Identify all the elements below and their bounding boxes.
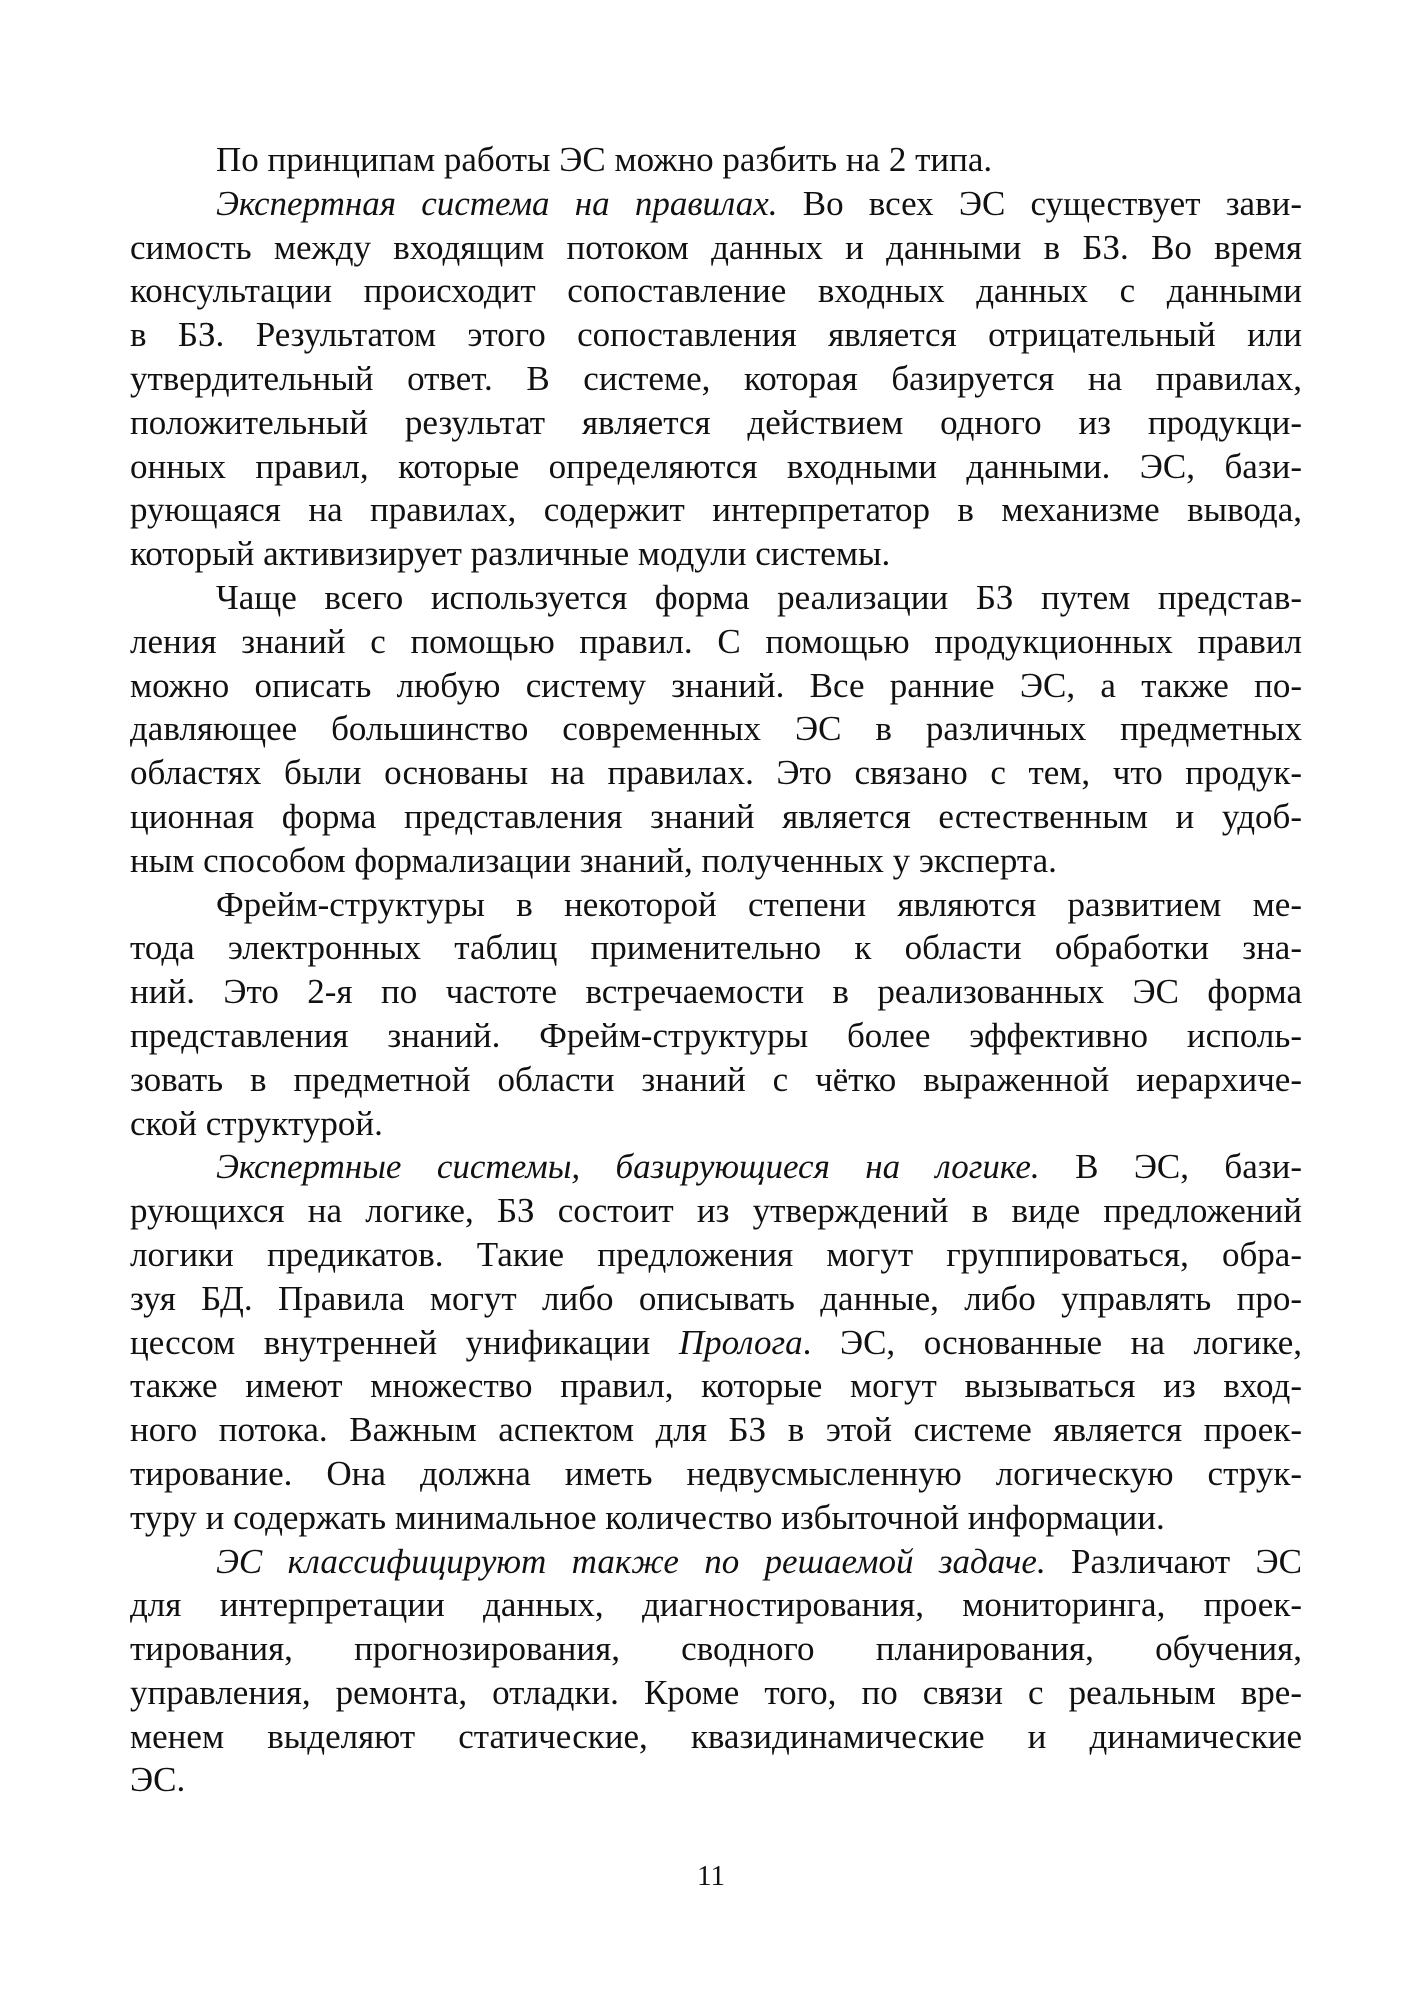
text-span: онных правил, которые определяются входными данными. ЭС, бази- (130, 446, 1302, 486)
text-span: ления знаний с помощью правил. С помощью продукционных правил (130, 621, 1302, 661)
paragraph (130, 1145, 1302, 1539)
text-line (130, 1102, 1302, 1146)
text-line (130, 1277, 1302, 1321)
text-span: тода электронных таблиц применительно к области обработки зна- (130, 928, 1302, 968)
italic-text: ЭС классифицируют также по решаемой задаче. (216, 1541, 1046, 1581)
text-line (130, 576, 1302, 620)
text-line (130, 926, 1302, 970)
text-line (130, 1496, 1302, 1540)
text-span: утвердительный ответ. В системе, которая базируется на правилах, (130, 358, 1302, 398)
text-line (130, 707, 1302, 751)
text-line (130, 401, 1302, 445)
text-span: ской структурой. (130, 1103, 383, 1143)
text-span: По принципам работы ЭС можно разбить на 2 типа. (216, 140, 993, 179)
text-line (130, 620, 1302, 664)
text-line (130, 839, 1302, 883)
text-line (130, 313, 1302, 357)
paragraph (130, 1540, 1302, 1803)
text-span: рующаяся на правилах, содержит интерпретатор в механизме вывода, (130, 490, 1302, 530)
text-span: рующихся на логике, БЗ состоит из утверждений в виде предложений (130, 1191, 1302, 1231)
text-span: в БЗ. Результатом этого сопоставления является отрицательный или (130, 315, 1302, 355)
text-span: менем выделяют статические, квазидинамические и динамические (130, 1716, 1302, 1756)
text-line (130, 970, 1302, 1014)
text-line (130, 751, 1302, 795)
text-span: . ЭС, основанные на логике, (802, 1322, 1303, 1362)
text-span: управления, ремонта, отладки. Кроме того, по связи с реальным вре- (130, 1672, 1302, 1712)
italic-text: Экспертные системы, базирующиеся на логике. (216, 1147, 1040, 1187)
paragraph (130, 576, 1302, 883)
text-line (130, 1758, 1302, 1802)
text-line (130, 1540, 1302, 1584)
italic-text: Экспертная система на правилах. (216, 183, 778, 223)
text-span: тирование. Она должна иметь недвусмысленную логическую струк- (130, 1453, 1302, 1493)
page-number: 11 (697, 1860, 725, 1892)
text-line (130, 532, 1302, 576)
text-span: который активизирует различные модули системы. (130, 534, 891, 574)
text-span: представления знаний. Фрейм-структуры более эффективно исполь- (130, 1015, 1302, 1055)
text-line (130, 883, 1302, 927)
text-line (130, 1408, 1302, 1452)
text-span: Различают ЭС (1045, 1541, 1302, 1581)
text-span: ным способом формализации знаний, полученных у эксперта. (130, 840, 1057, 880)
text-line (130, 488, 1302, 532)
text-line (130, 1058, 1302, 1102)
text-line (130, 1145, 1302, 1189)
text-line (130, 1364, 1302, 1408)
text-line (130, 138, 1302, 182)
text-span: ционная форма представления знаний является естественным и удоб- (130, 796, 1302, 836)
text-span: В ЭС, бази- (1039, 1147, 1302, 1187)
text-line (130, 1583, 1302, 1627)
text-span: для интерпретации данных, диагностирования, мониторинга, проек- (130, 1585, 1302, 1625)
text-span: консультации происходит сопоставление входных данных с данными (130, 271, 1302, 311)
text-span: зуя БД. Правила могут либо описывать данные, либо управлять про- (130, 1278, 1302, 1318)
text-span: областях были основаны на правилах. Это связано с тем, что продук- (130, 753, 1302, 793)
text-line (130, 664, 1302, 708)
paragraph (130, 883, 1302, 1146)
text-span: Во всех ЭС существует зави- (777, 183, 1302, 223)
text-line (130, 1014, 1302, 1058)
text-span: положительный результат является действием одного из продукци- (130, 402, 1302, 442)
text-span: туру и содержать минимальное количество избыточной информации. (130, 1497, 1165, 1537)
text-line (130, 269, 1302, 313)
text-span: ний. Это 2-я по частоте встречаемости в реализованных ЭС форма (130, 972, 1302, 1012)
text-span: также имеют множество правил, которые могут вызываться из вход- (130, 1366, 1302, 1406)
text-line (130, 1671, 1302, 1715)
text-span: цессом внутренней унификации (130, 1322, 679, 1362)
text-line (130, 1627, 1302, 1671)
text-line (130, 1233, 1302, 1277)
body-text (130, 138, 1302, 1802)
text-span: симость между входящим потоком данных и данными в БЗ. Во время (130, 227, 1302, 267)
text-line (130, 1189, 1302, 1233)
text-line (130, 445, 1302, 489)
text-line (130, 1321, 1302, 1365)
text-span: ного потока. Важным аспектом для БЗ в этой системе является проек- (130, 1410, 1302, 1450)
text-span: ЭС. (130, 1760, 186, 1800)
text-line (130, 357, 1302, 401)
text-span: зовать в предметной области знаний с чётко выраженной иерархиче- (130, 1059, 1302, 1099)
paragraph (130, 138, 1302, 182)
text-span: давляющее большинство современных ЭС в различных предметных (130, 709, 1302, 749)
text-span: Чаще всего используется форма реализации БЗ путем представ- (216, 577, 1302, 617)
text-span: можно описать любую систему знаний. Все ранние ЭС, а также по- (130, 665, 1302, 705)
text-span: логики предикатов. Такие предложения могут группироваться, обра- (130, 1234, 1302, 1274)
text-span: тирования, прогнозирования, сводного планирования, обучения, (130, 1629, 1302, 1669)
text-line (130, 1452, 1302, 1496)
text-line (130, 182, 1302, 226)
text-span: Фрейм-структуры в некоторой степени являются развитием ме- (216, 884, 1302, 924)
italic-text: Пролога (678, 1322, 803, 1362)
text-line (130, 795, 1302, 839)
text-line (130, 226, 1302, 270)
paragraph (130, 182, 1302, 576)
text-line (130, 1715, 1302, 1759)
